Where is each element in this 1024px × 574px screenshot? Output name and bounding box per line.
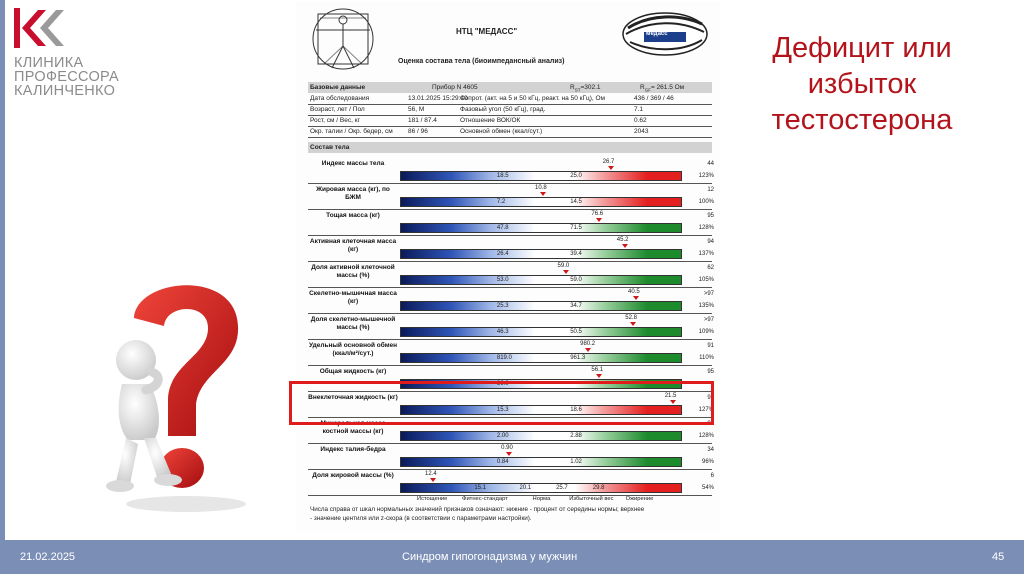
centile-value: 95: [707, 395, 714, 401]
title-line-1: Дефицит или: [772, 32, 952, 64]
footer-subtitle: Синдром гипогонадизма у мужчин: [402, 551, 578, 563]
measured-value-marker: [585, 348, 591, 352]
bar-norm-value: 961.3: [570, 355, 586, 361]
basic-cell: Отношение ВОК/ОК: [460, 117, 521, 124]
basic-cell: 86 / 96: [408, 128, 428, 135]
basic-cell: 181 / 87.4: [408, 117, 437, 124]
composition-row-label: Внеклеточная жидкость (кг): [308, 394, 398, 401]
footnote-line-2: - значение центиля или z-скора (в соответствии с параметрами настройки).: [310, 515, 532, 522]
device-number: Прибор N 4605: [432, 84, 478, 91]
composition-row-label: Доля жировой массы (%): [312, 472, 394, 479]
composition-row-bar: [400, 275, 682, 285]
bar-norm-value: 47.8: [496, 225, 509, 231]
row-divider: [308, 209, 712, 210]
bar-norm-value: 0.84: [496, 459, 509, 465]
composition-row-label: Удельный основной обмен (ккал/м²/сут.): [308, 342, 398, 357]
centile-value: 34: [707, 447, 714, 453]
extracellular-fluid-highlight-box: [289, 381, 714, 425]
bar-norm-value: 46.3: [496, 329, 509, 335]
title-line-3: тестостерона: [771, 104, 953, 136]
row-divider: [308, 137, 712, 138]
composition-row-label: Скелетно-мышечная масса (кг): [309, 290, 397, 305]
centile-value: >97: [703, 291, 714, 297]
composition-row-label: Индекс массы тела: [321, 160, 385, 167]
logo-line-2: ПРОФЕССОРА: [14, 69, 120, 85]
centile-value: 95: [707, 369, 714, 375]
centile-value: 6: [710, 473, 714, 479]
measured-value-marker: [630, 322, 636, 326]
bar-norm-value: 18.6: [570, 407, 582, 413]
composition-row-label: Минеральная масса костной массы (кг): [320, 420, 386, 435]
bar-norm-value: 25.3: [496, 303, 509, 309]
vitruvian-man-icon: [310, 6, 376, 72]
row-divider: [308, 261, 712, 262]
measured-value-label: 21.5: [664, 393, 677, 399]
measured-value-label: 40.5: [628, 289, 640, 295]
measured-value-marker: [506, 452, 512, 456]
basic-cell: 436 / 369 / 46: [634, 95, 674, 102]
centile-value: >97: [703, 317, 714, 323]
row-divider: [308, 235, 712, 236]
basic-cell: Окр. талии / Окр. бедер, см: [310, 128, 393, 135]
centile-value: 44: [707, 161, 714, 167]
report-heading: Оценка состава тела (биоимпедансный анализ): [398, 58, 565, 65]
basic-cell: Рост, см / Вес, кг: [310, 117, 360, 124]
percent-of-norm-value: 54%: [701, 485, 714, 491]
measured-value-marker: [596, 374, 602, 378]
basic-cell: 0.62: [634, 117, 647, 124]
bar-norm-value: 59.0: [570, 277, 582, 283]
composition-row-label: Доля скелетно-мышечной массы (%): [310, 316, 396, 331]
composition-row-label: Общая жидкость (кг): [319, 368, 387, 375]
percent-of-norm-value: 109%: [698, 329, 714, 335]
measured-value-label: 56.1: [591, 367, 604, 373]
kk-logo-icon: [14, 8, 68, 48]
bar-norm-value: 18.5: [496, 173, 509, 179]
org-name: НТЦ "МЕДАСС": [456, 27, 518, 36]
logo-line-1: КЛИНИКА: [14, 55, 84, 71]
basic-cell: Дата обследования: [310, 95, 370, 102]
centile-value: 94: [707, 239, 714, 245]
measured-value-label: 0.90: [501, 445, 513, 451]
bar-norm-value: 34.7: [570, 303, 582, 309]
measured-value-marker: [540, 192, 546, 196]
bar-norm-value: 53.0: [496, 277, 509, 283]
composition-row-label: Доля активной клеточной массы (%): [311, 264, 395, 279]
bar-norm-value: 7.2: [496, 199, 506, 205]
row-divider: [308, 339, 712, 340]
bar-norm-value: 26.4: [496, 251, 509, 257]
basic-data-label: Базовые данные: [310, 84, 366, 91]
row-divider: [308, 126, 712, 127]
measured-value-label: 76.6: [591, 211, 604, 217]
measured-value-label: 12.4: [425, 471, 437, 477]
centile-value: 95: [707, 213, 714, 219]
composition-row-bar: [400, 171, 682, 181]
measured-value-marker: [563, 270, 569, 274]
bar-norm-value: 20.1: [519, 485, 532, 491]
fat-scale-label: Избыточный вес: [569, 496, 614, 502]
bar-norm-value: 39.4: [570, 251, 582, 257]
composition-row-label: Тощая масса (кг): [326, 212, 380, 219]
basic-cell: 13.01.2025 15:29:40: [408, 95, 468, 102]
composition-row-label: Индекс талия-бедра: [320, 446, 386, 453]
percent-of-norm-value: 137%: [698, 251, 714, 257]
bar-norm-value: 25.7: [556, 485, 568, 491]
percent-of-norm-value: 128%: [698, 225, 714, 231]
bar-norm-value: 819.0: [496, 355, 512, 361]
clinic-logo: [14, 8, 144, 100]
measured-value-label: 52.8: [625, 315, 637, 321]
percent-of-norm-value: 100%: [698, 199, 714, 205]
bar-norm-value: 29.8: [592, 485, 605, 491]
percent-of-norm-value: 128%: [698, 433, 714, 439]
row-divider: [308, 115, 712, 116]
fat-scale-label: Истощение: [416, 496, 448, 502]
composition-row-label: Жировая масса (кг), по БЖМ: [316, 186, 390, 201]
centile-value: 96: [707, 421, 714, 427]
composition-row-bar: [400, 353, 682, 363]
measured-value-label: 980.2: [580, 341, 596, 347]
fat-scale-label: Фитнес-стандарт: [462, 496, 508, 502]
measured-value-label: 45.2: [616, 237, 629, 243]
basic-cell: Сопрот. (акт. на 5 и 50 кГц, реакт. на 50 кГц), Ом: [460, 95, 606, 102]
rgf-value: $R_{GF}= 261.5$ Ом: [640, 84, 685, 93]
left-accent-bar: [0, 0, 5, 540]
row-divider: [308, 313, 712, 314]
measured-value-marker: [633, 296, 639, 300]
fat-scale-label: Ожирение: [625, 496, 654, 502]
row-divider: [308, 443, 712, 444]
centile-value: 62: [707, 265, 714, 271]
bar-norm-value: 2.88: [570, 433, 582, 439]
row-divider: [308, 365, 712, 366]
row-divider: [308, 287, 712, 288]
composition-row-bar: [400, 483, 682, 493]
page-number: 45: [992, 551, 1005, 563]
bar-norm-value: 14.5: [570, 199, 582, 205]
row-divider: [308, 469, 712, 470]
bar-norm-value: 25.0: [570, 173, 582, 179]
footnote-line-1: Числа справа от шкал нормальных значений признаков означают: нижние - процент от середины нормы; верхнее: [310, 506, 645, 513]
composition-row-bar: [400, 223, 682, 233]
measured-value-label: 10.8: [535, 185, 547, 191]
composition-header: [308, 142, 712, 153]
fat-scale-label: Норма: [532, 496, 551, 502]
percent-of-norm-value: 127%: [698, 407, 714, 413]
basic-cell: Фазовый угол (50 кГц), град.: [460, 106, 546, 113]
measured-value-marker: [596, 218, 602, 222]
composition-row-bar: [400, 197, 682, 207]
title-line-2: избыток: [807, 68, 917, 100]
composition-row-bar: [400, 457, 682, 467]
measured-value-marker: [430, 478, 436, 482]
bar-norm-value: 2.00: [496, 433, 509, 439]
composition-label: Состав тела: [310, 144, 350, 151]
centile-value: 12: [707, 187, 714, 193]
bioimpedance-report: [296, 2, 720, 532]
percent-of-norm-value: 135%: [698, 303, 714, 309]
percent-of-norm-value: 123%: [698, 173, 714, 179]
measured-value-marker: [622, 244, 628, 248]
thinking-figure-question-mark-illustration: [96, 268, 256, 518]
basic-cell: 7.1: [634, 106, 644, 113]
rst-value: $R_{ST}=302.1$: [570, 84, 601, 93]
composition-row-bar: [400, 327, 682, 337]
percent-of-norm-value: 110%: [699, 355, 714, 361]
bar-norm-value: 15.1: [474, 485, 486, 491]
measured-value-label: 59.0: [557, 263, 570, 269]
basic-cell: 56, М: [408, 106, 425, 113]
medass-logo-text: медасс: [646, 31, 668, 37]
bar-norm-value: 71.5: [570, 225, 582, 231]
percent-of-norm-value: 105%: [698, 277, 714, 283]
bar-norm-value: 36.0: [496, 381, 509, 387]
row-divider: [308, 104, 712, 105]
composition-row-bar: [400, 301, 682, 311]
footer-bar: [0, 540, 1024, 574]
measured-value-label: 26.7: [602, 159, 615, 165]
row-divider: [308, 183, 712, 184]
centile-value: 91: [707, 343, 714, 349]
measured-value-marker: [608, 166, 614, 170]
slide-title: [752, 30, 972, 138]
composition-row-label: Активная клеточная масса (кг): [309, 238, 397, 253]
bar-norm-value: 15.3: [496, 407, 509, 413]
basic-cell: 2043: [634, 128, 649, 135]
basic-cell: Возраст, лет / Пол: [310, 106, 365, 113]
composition-row-bar: [400, 431, 682, 441]
logo-line-3: КАЛИНЧЕНКО: [14, 83, 116, 99]
basic-cell: Основной обмен (ккал/сут.): [460, 128, 543, 135]
footer-date: 21.02.2025: [20, 551, 76, 563]
composition-row-bar: [400, 249, 682, 259]
bar-norm-value: 1.02: [570, 459, 582, 465]
percent-of-norm-value: 96%: [701, 459, 714, 465]
bar-norm-value: 50.5: [570, 329, 582, 335]
